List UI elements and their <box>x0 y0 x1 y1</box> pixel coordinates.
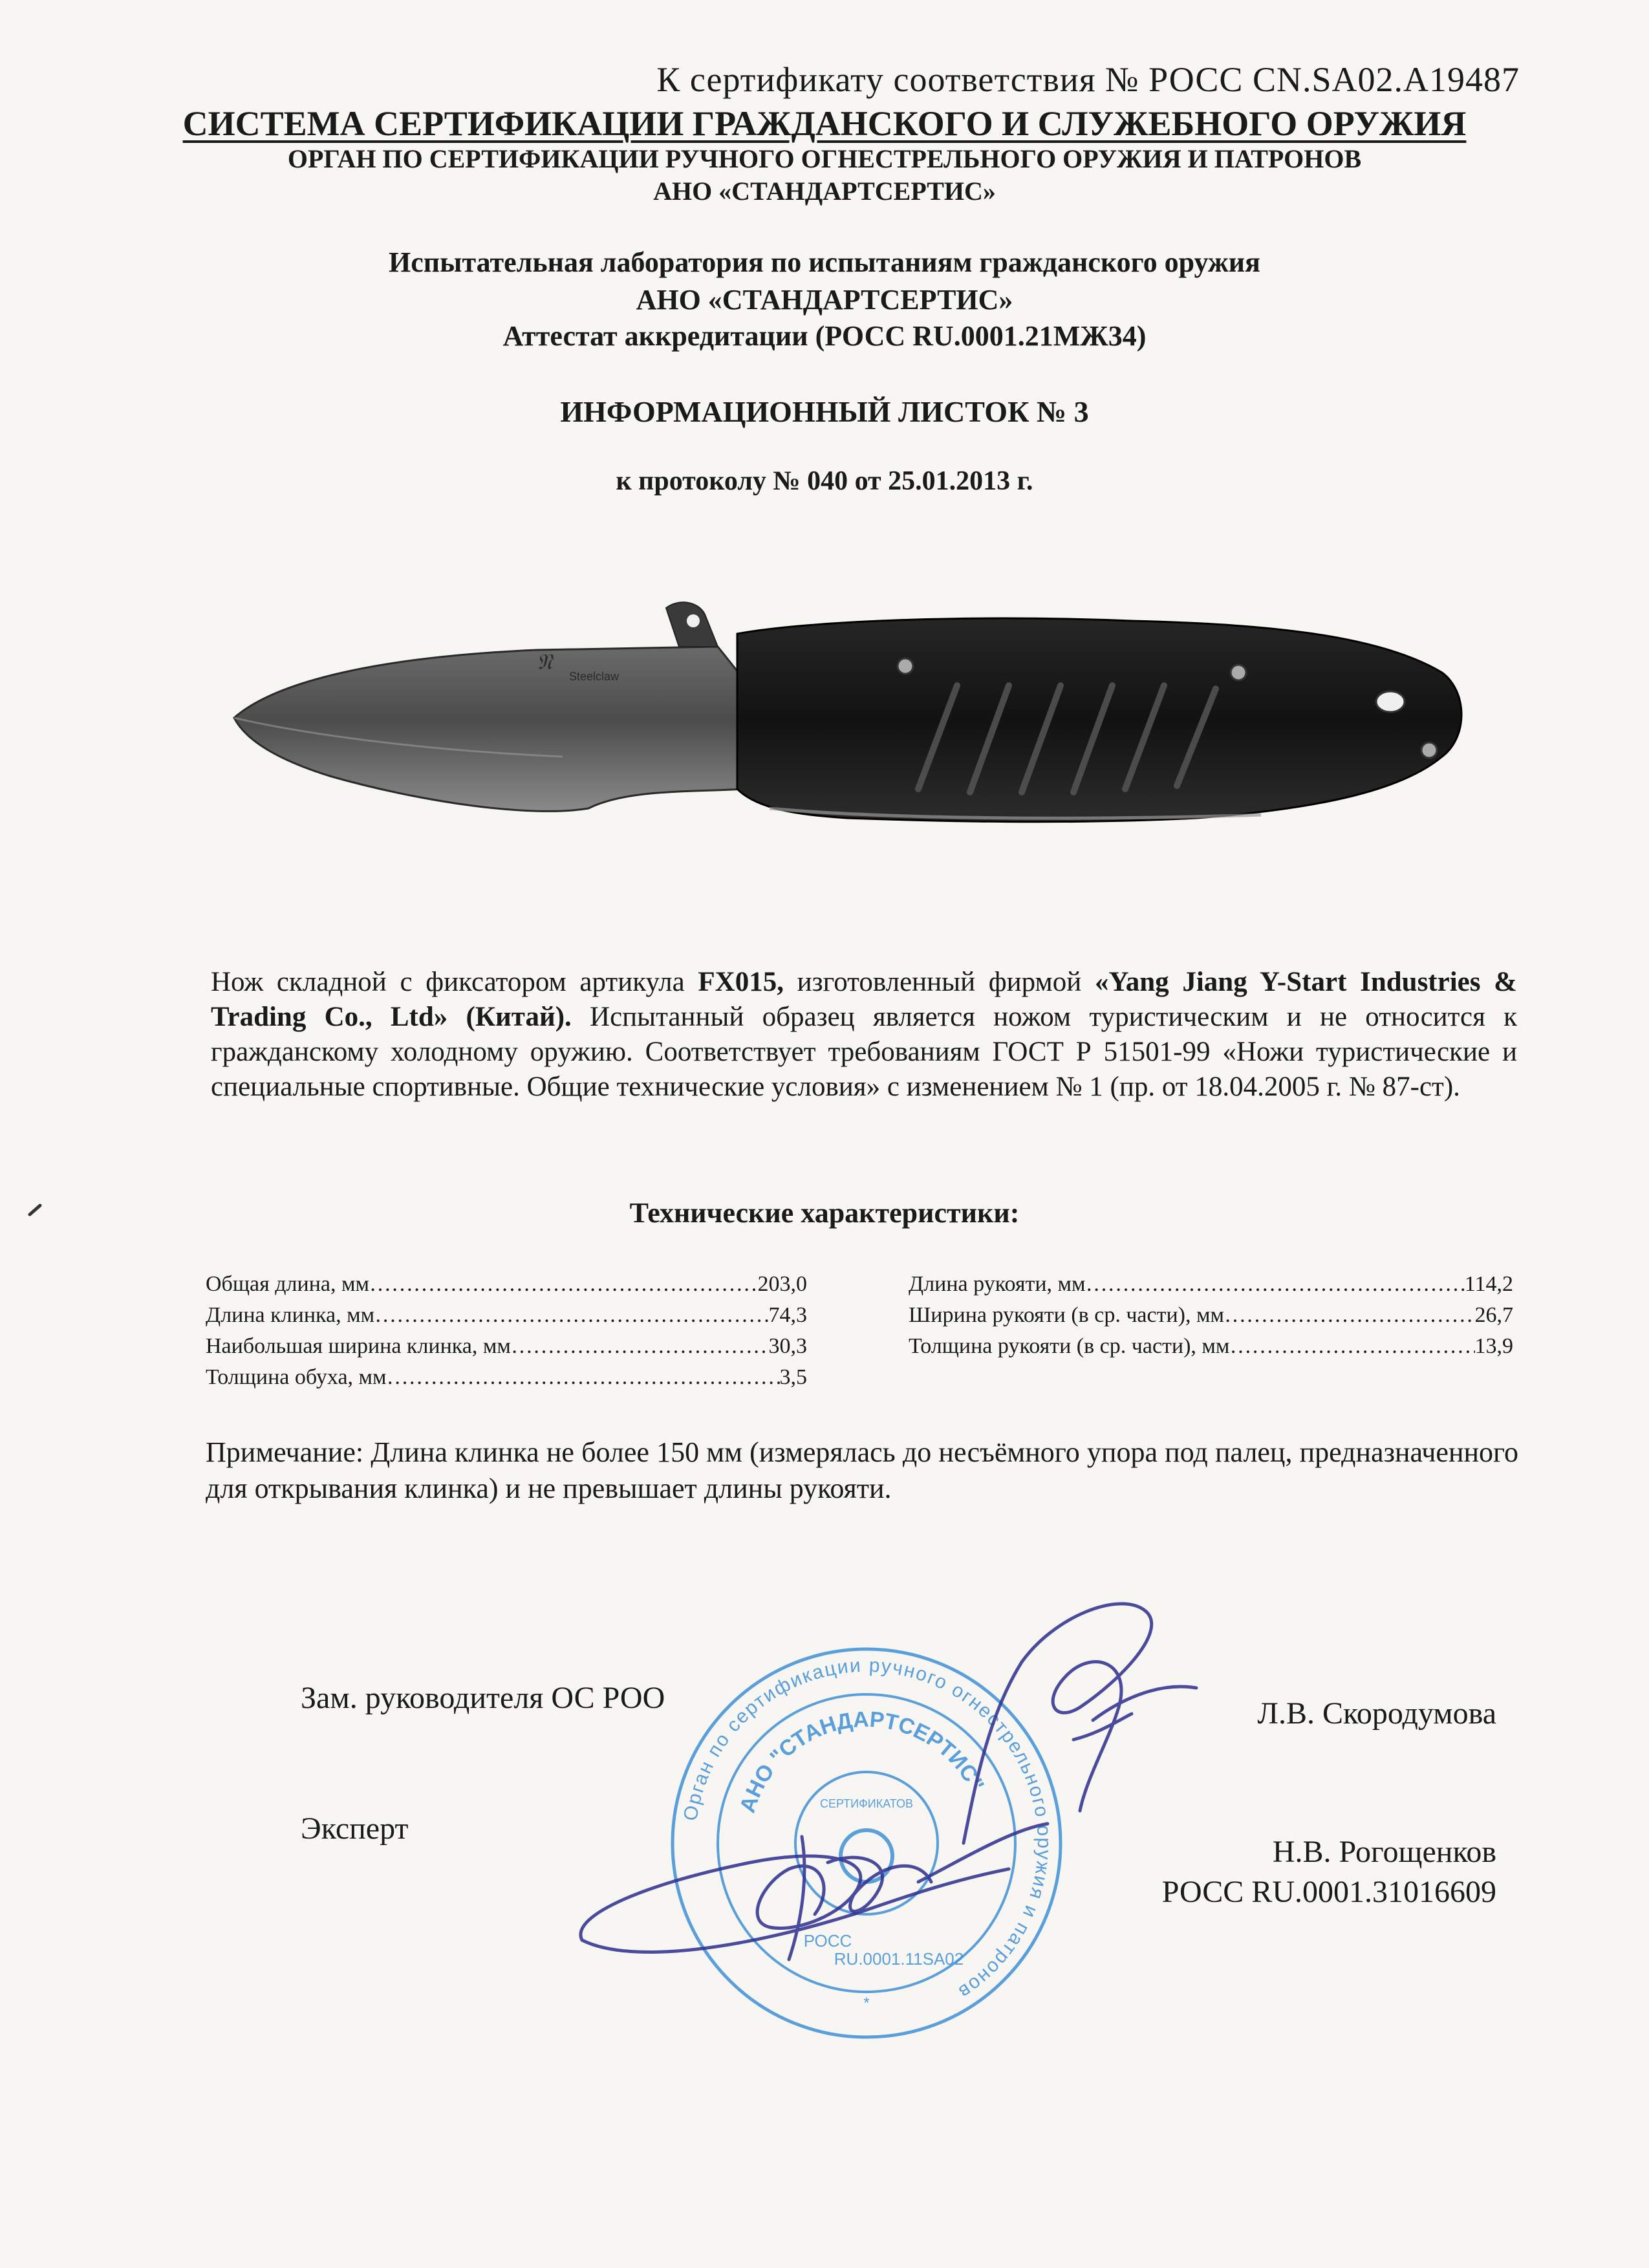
spec-row <box>206 1269 807 1300</box>
protocol-reference: к протоколу № 040 от 25.01.2013 г. <box>616 466 1033 496</box>
scan-smudge <box>27 1202 43 1217</box>
stamp-bottom-prefix: РОСС <box>803 1931 852 1950</box>
spec-value: 26,7 <box>1474 1303 1513 1327</box>
spec-row <box>206 1362 807 1393</box>
blade-brand-text: Steelclaw <box>569 670 620 683</box>
lab-title: Испытательная лаборатория по испытаниям гражданского оружия <box>389 246 1260 278</box>
spec-row <box>206 1300 807 1331</box>
document-title: ИНФОРМАЦИОННЫЙ ЛИСТОК № 3 <box>560 395 1089 428</box>
expert-registration: РОСС RU.0001.31016609 <box>1161 1875 1496 1909</box>
spec-label: Длина клинка, мм <box>206 1303 375 1327</box>
stamp-center-text: СЕРТИФИКАТОВ <box>819 1797 914 1810</box>
certification-system-title: СИСТЕМА СЕРТИФИКАЦИИ ГРАЖДАНСКОГО И СЛУЖЕБНОГО ОРУЖИЯ <box>182 104 1467 143</box>
certification-organ-name: АНО «СТАНДАРТСЕРТИС» <box>653 177 996 206</box>
description-part-2: изготовленный фирмой <box>783 967 1095 997</box>
note: Примечание: Длина клинка не более 150 мм (измерялась до несъёмного упора под палец, предназначенного для открывания клинка) и не превышает длины рукояти. <box>206 1436 1518 1504</box>
spec-value: 30,3 <box>768 1334 807 1358</box>
certification-organ: ОРГАН ПО СЕРТИФИКАЦИИ РУЧНОГО ОГНЕСТРЕЛЬНОГО ОРУЖИЯ И ПАТРОНОВ <box>287 144 1362 173</box>
spec-value: 74,3 <box>768 1303 807 1327</box>
knife-photo <box>226 595 1474 854</box>
spec-value: 203,0 <box>757 1272 807 1296</box>
spec-label: Длина рукояти, мм <box>909 1272 1086 1296</box>
spec-value: 3,5 <box>779 1365 807 1389</box>
deputy-name: Л.В. Скородумова <box>1257 1696 1496 1731</box>
expert-signature <box>556 1785 1054 1979</box>
spec-row <box>909 1300 1513 1331</box>
spec-label: Толщина рукояти (в ср. части), мм <box>909 1334 1230 1358</box>
description-part-1: Нож складной с фиксатором артикула <box>211 967 698 997</box>
certificate-reference: К сертификату соответствия № РОСС CN.SA02.A19487 <box>656 60 1520 99</box>
specs-right-column <box>909 1269 1513 1362</box>
spec-label: Ширина рукояти (в ср. части), мм <box>909 1303 1225 1327</box>
spec-row <box>206 1331 807 1362</box>
blade-logo-mark: 𝔑 <box>537 651 553 675</box>
article-number: FX015, <box>698 967 784 997</box>
spec-label: Толщина обуха, мм <box>206 1365 387 1389</box>
description-part-3: Испытанный образец является ножом туристическим и не относится к гражданскому холодному оружию. Соответствует требованиям ГОСТ Р 51501-99 «Ножи туристические и специальные спортивные. Общие технические условия» с изменением № 1 (пр. от 18.04.2005 г. № 87-ст). <box>211 1002 1517 1102</box>
deputy-title: Зам. руководителя ОС РОО <box>301 1681 665 1715</box>
product-description <box>211 965 1517 1105</box>
stamp-outer-text: Орган по сертификации ручного огнестрельного оружия и патронов <box>680 1654 1055 2003</box>
manufacturer-name: «Yang Jiang Y-Start Industries & Trading Co., Ltd» (Китай). <box>211 967 1518 1032</box>
spec-label: Наибольшая ширина клинка, мм <box>206 1334 511 1358</box>
expert-name: Н.В. Рогощенков <box>1272 1835 1496 1869</box>
lab-organization: АНО «СТАНДАРТСЕРТИС» <box>636 284 1013 316</box>
stamp-bottom-text: RU.0001.11SA02 <box>834 1949 964 1969</box>
svg-text:*: * <box>863 1994 870 2012</box>
expert-title: Эксперт <box>301 1811 409 1846</box>
lab-accreditation: Аттестат аккредитации (РОСС RU.0001.21МЖ34) <box>502 320 1147 352</box>
specs-title: Технические характеристики: <box>629 1197 1020 1229</box>
spec-row <box>909 1331 1513 1362</box>
spec-value: 114,2 <box>1464 1272 1513 1296</box>
spec-label: Общая длина, мм <box>206 1272 370 1296</box>
spec-row <box>909 1269 1513 1300</box>
stamp-inner-text: АНО "СТАНДАРТСЕРТИС" <box>735 1707 989 1816</box>
spec-value: 13,9 <box>1474 1334 1513 1358</box>
specs-left-column <box>206 1269 807 1393</box>
